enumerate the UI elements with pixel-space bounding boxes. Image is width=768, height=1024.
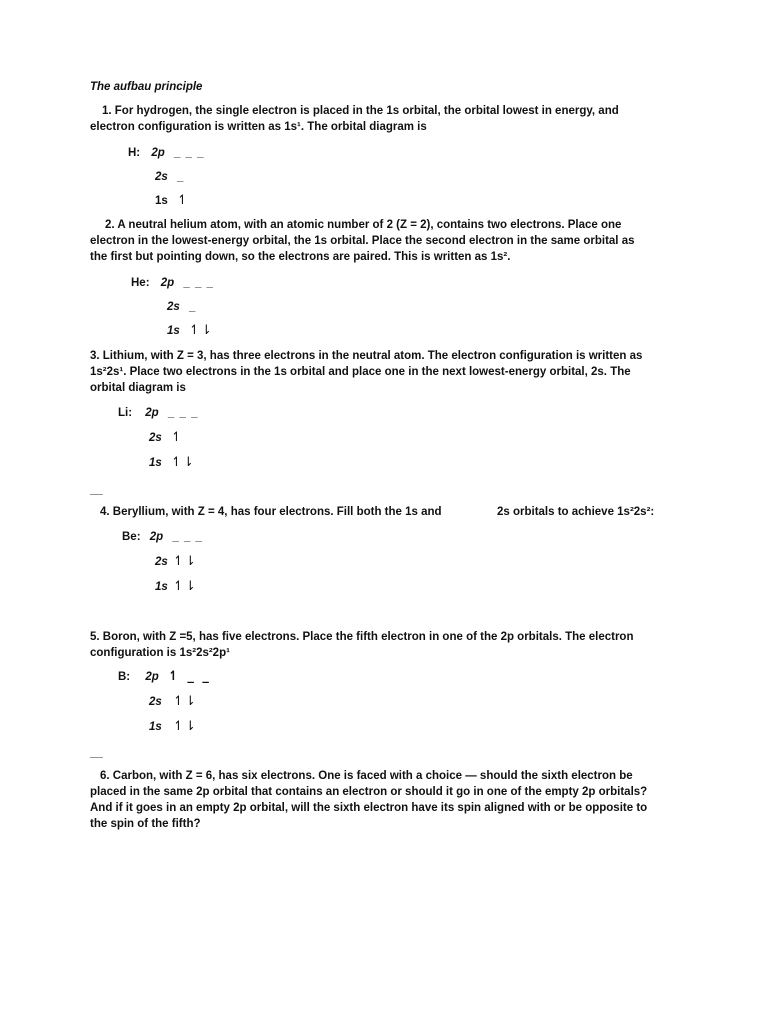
orbital-slots: _ _ _ bbox=[183, 277, 214, 289]
orbital-label: 2p bbox=[145, 671, 159, 683]
spin-arrows: ↿⇂ bbox=[173, 579, 197, 594]
orbital-label: 2s bbox=[155, 556, 168, 568]
boron-orbital-1s bbox=[149, 719, 197, 735]
spin-arrows: ↿⇂ bbox=[171, 455, 195, 470]
beryllium-symbol: Be: bbox=[122, 531, 141, 543]
spin-arrows: ↿⇂ bbox=[173, 719, 197, 734]
beryllium-text-part-1: 4. Beryllium, with Z = 4, has four electrons. Fill both the 1s and bbox=[100, 506, 442, 518]
orbital-slots: _ bbox=[189, 301, 197, 313]
orbital-slots: ↿ _ _ bbox=[167, 669, 211, 684]
beryllium-orbital-1s bbox=[155, 579, 197, 595]
orbital-label: 1s bbox=[155, 581, 168, 593]
orbital-label: 2p bbox=[145, 407, 159, 419]
carbon-text-line-4: the spin of the fifth? bbox=[90, 818, 201, 830]
lithium-symbol: Li: bbox=[118, 407, 133, 419]
hydrogen-text-line-1: 1. For hydrogen, the single electron is placed in the 1s orbital, the orbital lowest in energy, and bbox=[102, 105, 619, 117]
orbital-slots: _ _ _ bbox=[172, 531, 203, 543]
hydrogen-orbital-2p bbox=[128, 145, 205, 161]
separator-dash: __ bbox=[90, 747, 103, 759]
orbital-label: 2p bbox=[151, 147, 165, 159]
carbon-text-line-1: 6. Carbon, with Z = 6, has six electrons. One is faced with a choice — should the sixth electron be bbox=[100, 770, 633, 782]
orbital-label: 1s bbox=[155, 195, 168, 207]
lithium-orbital-1s bbox=[149, 455, 195, 471]
boron-text-line-1: 5. Boron, with Z =5, has five electrons. Place the fifth electron in one of the 2p orbitals. The electron bbox=[90, 631, 634, 643]
helium-text-line-2: electron in the lowest-energy orbital, the 1s orbital. Place the second electron in the same orbital as bbox=[90, 235, 635, 247]
helium-text-line-3: the first but pointing down, so the electrons are paired. This is written as 1s². bbox=[90, 251, 511, 263]
lithium-text-line-2: 1s²2s¹. Place two electrons in the 1s orbital and place one in the next lowest-energy orbital, 2s. The bbox=[90, 366, 631, 378]
orbital-label: 1s bbox=[167, 325, 180, 337]
orbital-label: 2s bbox=[167, 301, 180, 313]
helium-orbital-2s bbox=[167, 299, 196, 315]
orbital-label: 2p bbox=[160, 277, 175, 289]
carbon-text-line-3: And if it goes in an empty 2p orbital, will the sixth electron have its spin aligned with or be opposite to bbox=[90, 802, 648, 814]
hydrogen-orbital-2s bbox=[155, 169, 184, 185]
orbital-slots: _ bbox=[177, 171, 185, 183]
orbital-slots: _ _ _ bbox=[167, 407, 199, 419]
spin-arrows: ↿⇂ bbox=[173, 554, 197, 569]
orbital-label: 2s bbox=[155, 171, 168, 183]
boron-orbital-2p bbox=[118, 669, 211, 685]
lithium-text-line-3: orbital diagram is bbox=[90, 382, 186, 394]
beryllium-orbital-2s bbox=[155, 554, 197, 570]
orbital-slots: _ _ _ bbox=[173, 147, 205, 159]
helium-text-line-1: 2. A neutral helium atom, with an atomic number of 2 (Z = 2), contains two electrons. Place one bbox=[105, 219, 622, 231]
beryllium-orbital-2p bbox=[122, 529, 203, 545]
orbital-label: 1s bbox=[149, 721, 162, 733]
boron-text-line-2: configuration is 1s²2s²2p¹ bbox=[90, 647, 230, 659]
separator-dash: __ bbox=[90, 484, 103, 496]
page-title: The aufbau principle bbox=[90, 81, 203, 93]
orbital-label: 2s bbox=[149, 696, 162, 708]
spin-arrows: ↿ bbox=[171, 430, 183, 445]
helium-symbol: He: bbox=[131, 277, 150, 289]
spin-arrows: ↿⇂ bbox=[173, 694, 197, 709]
lithium-orbital-2p bbox=[118, 405, 198, 421]
helium-orbital-2p bbox=[131, 275, 214, 291]
boron-symbol: B: bbox=[118, 671, 131, 683]
orbital-label: 2p bbox=[149, 531, 164, 543]
orbital-label: 2s bbox=[149, 432, 162, 444]
carbon-text-line-2: placed in the same 2p orbital that contains an electron or should it go in one of the empty 2p orbitals? bbox=[90, 786, 648, 798]
lithium-orbital-2s bbox=[149, 430, 183, 446]
hydrogen-symbol: H: bbox=[128, 147, 141, 159]
lithium-text-line-1: 3. Lithium, with Z = 3, has three electrons in the neutral atom. The electron configuration is written as bbox=[90, 350, 643, 362]
spin-arrows: ↿ bbox=[177, 193, 189, 208]
hydrogen-text-line-2: electron configuration is written as 1s¹. The orbital diagram is bbox=[90, 121, 427, 133]
orbital-label: 1s bbox=[149, 457, 162, 469]
spin-arrows: ↿⇂ bbox=[189, 323, 213, 338]
boron-orbital-2s bbox=[149, 694, 197, 710]
helium-orbital-1s bbox=[167, 323, 213, 339]
beryllium-text-part-2: 2s orbitals to achieve 1s²2s²: bbox=[497, 506, 655, 518]
hydrogen-orbital-1s bbox=[155, 193, 189, 209]
